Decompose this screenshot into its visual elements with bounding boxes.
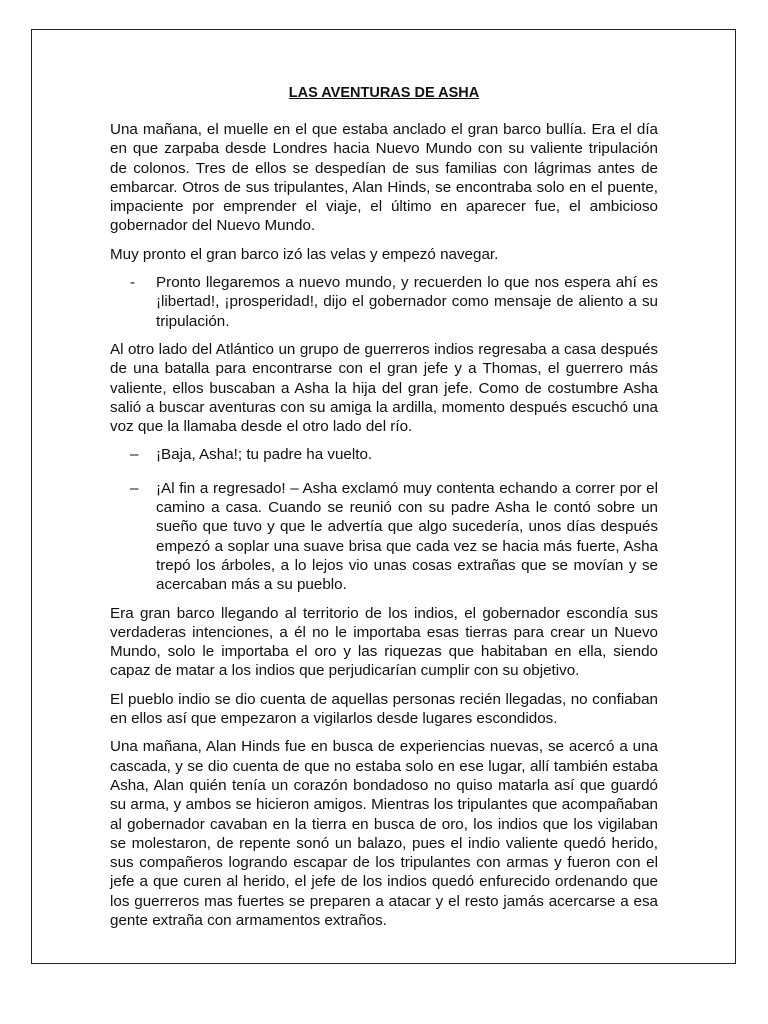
dialog-line-2 [110,445,658,464]
paragraph-4: Era gran barco llegando al territorio de los indios, el gobernador escondía sus verdaderas intenciones, a él no le importaba esas tierras para crear un Nuevo Mundo, solo le importaba el oro y las riquezas que habitaban en ella, siendo capaz de matar a los indios que perjudicarían cumplir con su objetivo. [110,604,658,680]
dialog-dash: – [130,446,139,464]
dialog-text: ¡Al fin a regresado! – Asha exclamó muy contenta echando a correr por el camino a casa. Cuando se reunió con su padre Asha le contó sobre un sueño que tuvo y que le advertía que algo sucedería, unos días después empezó a soplar una suave brisa que cada vez se hacia más fuerte, Asha trepó los árboles, a lo lejos vio unas cosas extrañas que se movían y se acercaban más a su pueblo. [156,479,658,594]
document-body [110,84,658,939]
document-title: LAS AVENTURAS DE ASHA [288,85,480,101]
paragraph-6: Una mañana, Alan Hinds fue en busca de experiencias nuevas, se acercó a una cascada, y se dio cuenta de que no estaba solo en ese lugar, allí también estaba Asha, Alan quién tenía un corazón bondadoso no quiso matarla así que guardó su arma, y ambos se hicieron amigos. Mientras los tripulantes que acompañaban al gobernador cavaban en la tierra en busca de oro, los indios que los vigilaban se molestaron, de repente sonó un balazo, pues el indio valiente quedó herido, sus compañeros logrando escapar de los tripulantes con armas y fueron con el jefe a que curen al herido, el jefe de los indios quedó enfurecido ordenando que los guerreros mas fuertes se preparen a atacar y el resto jamás acercarse a esa gente extraña con armamentos extraños. [110,738,658,929]
dialog-text: Pronto llegaremos a nuevo mundo, y recuerden lo que nos espera ahí es ¡libertad!, ¡prosperidad!, dijo el gobernador como mensaje de aliento a su tripulación. [156,274,658,330]
paragraph-2: Muy pronto el gran barco izó las velas y empezó navegar. [110,245,499,263]
dialog-line-3 [110,479,658,595]
paragraph-3: Al otro lado del Atlántico un grupo de guerreros indios regresaba a casa después de una batalla para encontrarse con el gran jefe y a Thomas, el guerrero más valiente, ellos buscaban a Asha la hija del gran jefe. Como de costumbre Asha salió a buscar aventuras con su amiga la ardilla, momento después escuchó una voz que la llamaba desde el otro lado del río. [110,340,658,436]
paragraph-1: Una mañana, el muelle en el que estaba anclado el gran barco bullía. Era el día en que zarpaba desde Londres hacia Nuevo Mundo con su valiente tripulación de colonos. Tres de ellos se despedían de sus familias con lágrimas antes de embarcar. Otros de sus tripulantes, Alan Hinds, se encontraba solo en el puente, impaciente por emprender el viaje, el último en aparecer fue, el ambicioso gobernador del Nuevo Mundo. [110,121,658,235]
dialog-line-1 [110,273,658,331]
paragraph-5: El pueblo indio se dio cuenta de aquellas personas recién llegadas, no confiaban en ellos así que empezaron a vigilarlos desde lugares escondidos. [110,690,658,728]
dialog-dash: - [130,274,136,292]
dialog-text: ¡Baja, Asha!; tu padre ha vuelto. [156,446,373,464]
dialog-dash: – [130,479,139,497]
